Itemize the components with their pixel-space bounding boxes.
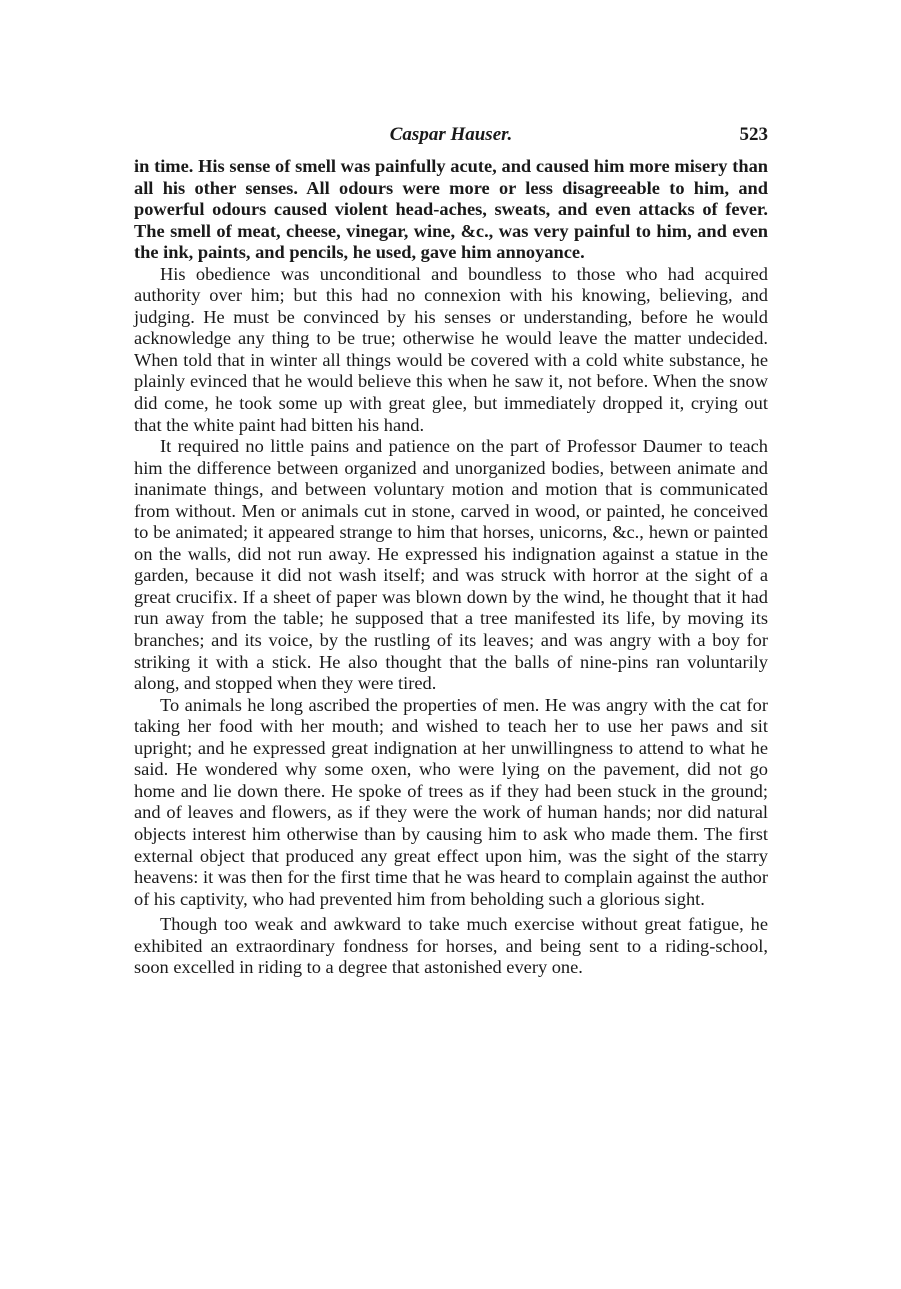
paragraph-3: It required no little pains and patience on the part of Professor Daumer to teach him the difference between organized and unorganized bodies, between animate and inanimate things, and between voluntary motion and motion that is communicated from without. Men or animals cut in stone, carved in wood, or painted, he conceived to be animated; it appeared strange to him that horses, unicorns, &c., hewn or painted on the walls, did not run away. He expressed his indignation against a statue in the garden, because it did not wash itself; and was struck with horror at the sight of a great crucifix. If a sheet of paper was blown down by the wind, he thought that it had run away from the table; he supposed that a tree manifested its life, by moving its branches; and its voice, by the rustling of its leaves; and was angry with a boy for striking it with a stick. He also thought that the balls of nine-pins ran voluntarily along, and stopped when they were tired. xyxy=(134,436,768,694)
running-head xyxy=(134,124,768,154)
page-number: 523 xyxy=(739,124,768,145)
paragraph-2: His obedience was unconditional and boundless to those who had acquired authority over him; but this had no connexion with his knowing, believing, and judging. He must be convinced by his senses or understanding, before he would acknowledge any thing to be true; otherwise he would leave the matter undecided. When told that in winter all things would be covered with a cold white substance, he plainly evinced that he would believe this when he saw it, not before. When the snow did come, he took some up with great glee, but immediately dropped it, crying out that the white paint had bitten his hand. xyxy=(134,263,768,435)
paragraph-1: in time. His sense of smell was painfully acute, and caused him more misery than all his other senses. All odours were more or less disagreeable to him, and powerful odours caused violent head-aches, sweats, and even attacks of fever. The smell of meat, cheese, vinegar, wine, &c., was very painful to him, and even the ink, paints, and pencils, he used, gave him annoyance. xyxy=(134,156,768,263)
body-text xyxy=(134,156,768,979)
paragraph-5: Though too weak and awkward to take much exercise without great fatigue, he exhibited an extraordinary fondness for horses, and being sent to a riding-school, soon excelled in riding to a degree that astonished every one. xyxy=(134,914,768,978)
running-title: Caspar Hauser. xyxy=(389,124,513,145)
paragraph-4: To animals he long ascribed the properties of men. He was angry with the cat for taking her food with her mouth; and wished to teach her to use her paws and sit upright; and he expressed great indignation at her unwillingness to attend to what he said. He wondered why some oxen, who were lying on the pavement, did not go home and lie down there. He spoke of trees as if they had been stuck in the ground; and of leaves and flowers, as if they were the work of human hands; nor did natural objects interest him otherwise than by causing him to ask who made them. The first external object that produced any great effect upon him, was the sight of the starry heavens: it was then for the first time that he was heard to complain against the author of his captivity, who had prevented him from beholding such a glorious sight. xyxy=(134,694,768,909)
